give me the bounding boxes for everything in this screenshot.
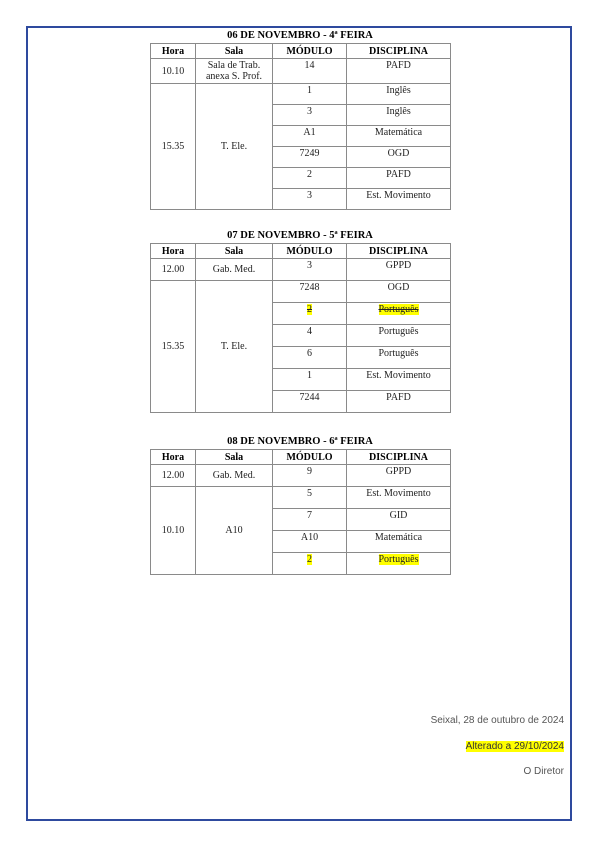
cell-modulo: 5 [273, 487, 347, 509]
cell-hora: 12.00 [151, 259, 196, 281]
cell-disciplina: Matemática [347, 126, 451, 147]
day-title: 07 DE NOVEMBRO - 5ª FEIRA [227, 230, 373, 241]
header-sala: Sala [196, 44, 273, 59]
day-title: 06 DE NOVEMBRO - 4ª FEIRA [227, 30, 373, 41]
cell-disciplina: GID [347, 509, 451, 531]
cell-modulo: 7244 [273, 391, 347, 413]
cancelled-modulo: 2 [307, 304, 312, 315]
cell-sala: T. Ele. [196, 281, 273, 413]
cell-hora: 10.10 [151, 59, 196, 84]
header-sala: Sala [196, 244, 273, 259]
cell-hora: 15.35 [151, 281, 196, 413]
cell-sala: Gab. Med. [196, 259, 273, 281]
cell-modulo: 3 [273, 105, 347, 126]
header-hora: Hora [151, 244, 196, 259]
cell-disciplina: Inglês [347, 105, 451, 126]
table-row [151, 59, 451, 84]
table-row [151, 487, 451, 509]
signatory: O Diretor [523, 766, 564, 777]
table-row [151, 281, 451, 303]
cell-modulo: 7249 [273, 147, 347, 168]
cell-disciplina: Inglês [347, 84, 451, 105]
cell-modulo: A1 [273, 126, 347, 147]
cell-modulo: 1 [273, 84, 347, 105]
cell-disciplina: PAFD [347, 59, 451, 84]
header-disciplina: DISCIPLINA [347, 244, 451, 259]
cell-sala: T. Ele. [196, 84, 273, 210]
header-sala: Sala [196, 450, 273, 465]
cell-disciplina: Est. Movimento [347, 487, 451, 509]
cancelled-disciplina: Português [378, 304, 419, 315]
cell-sala: Gab. Med. [196, 465, 273, 487]
schedule-table [150, 243, 451, 413]
table-header-row [151, 44, 451, 59]
header-hora: Hora [151, 44, 196, 59]
cell-modulo: 7248 [273, 281, 347, 303]
header-modulo: MÓDULO [273, 244, 347, 259]
cell-modulo: 2 [273, 168, 347, 189]
header-hora: Hora [151, 450, 196, 465]
day-title: 08 DE NOVEMBRO - 6ª FEIRA [227, 436, 373, 447]
cell-disciplina: Matemática [347, 531, 451, 553]
cell-modulo: 3 [273, 259, 347, 281]
day-schedule-07-nov [150, 229, 450, 413]
cell-disciplina [347, 553, 451, 575]
cell-disciplina: GPPD [347, 259, 451, 281]
cell-modulo: 6 [273, 347, 347, 369]
header-modulo: MÓDULO [273, 450, 347, 465]
cell-disciplina: OGD [347, 147, 451, 168]
cell-hora: 12.00 [151, 465, 196, 487]
cell-disciplina: OGD [347, 281, 451, 303]
table-row [151, 465, 451, 487]
cell-modulo: 1 [273, 369, 347, 391]
sala-line: anexa S. Prof. [205, 71, 263, 82]
table-header-row [151, 450, 451, 465]
added-disciplina: Português [378, 554, 419, 565]
table-row [151, 259, 451, 281]
cell-disciplina: GPPD [347, 465, 451, 487]
cell-modulo [273, 553, 347, 575]
table-header-row [151, 244, 451, 259]
cell-disciplina: Português [347, 325, 451, 347]
cell-modulo: 3 [273, 189, 347, 210]
cell-sala: A10 [196, 487, 273, 575]
header-disciplina: DISCIPLINA [347, 450, 451, 465]
cell-modulo: 14 [273, 59, 347, 84]
cell-disciplina: PAFD [347, 391, 451, 413]
cell-disciplina: Português [347, 347, 451, 369]
day-schedule-06-nov [150, 29, 450, 210]
altered-date [466, 741, 564, 752]
place-date: Seixal, 28 de outubro de 2024 [430, 715, 564, 726]
table-row [151, 84, 451, 105]
schedule-table [150, 449, 451, 575]
sala-line: Sala de Trab. [207, 60, 261, 71]
cell-sala [196, 59, 273, 84]
cell-modulo [273, 303, 347, 325]
day-schedule-08-nov [150, 435, 450, 575]
cell-disciplina: Est. Movimento [347, 189, 451, 210]
cell-disciplina: Est. Movimento [347, 369, 451, 391]
cell-hora: 15.35 [151, 84, 196, 210]
added-modulo: 2 [307, 554, 312, 565]
cell-modulo: 4 [273, 325, 347, 347]
cell-hora: 10.10 [151, 487, 196, 575]
cell-modulo: 9 [273, 465, 347, 487]
cell-modulo: A10 [273, 531, 347, 553]
cell-disciplina [347, 303, 451, 325]
cell-disciplina: PAFD [347, 168, 451, 189]
altered-date-text: Alterado a 29/10/2024 [465, 741, 564, 752]
header-modulo: MÓDULO [273, 44, 347, 59]
header-disciplina: DISCIPLINA [347, 44, 451, 59]
schedule-table [150, 43, 451, 210]
cell-modulo: 7 [273, 509, 347, 531]
